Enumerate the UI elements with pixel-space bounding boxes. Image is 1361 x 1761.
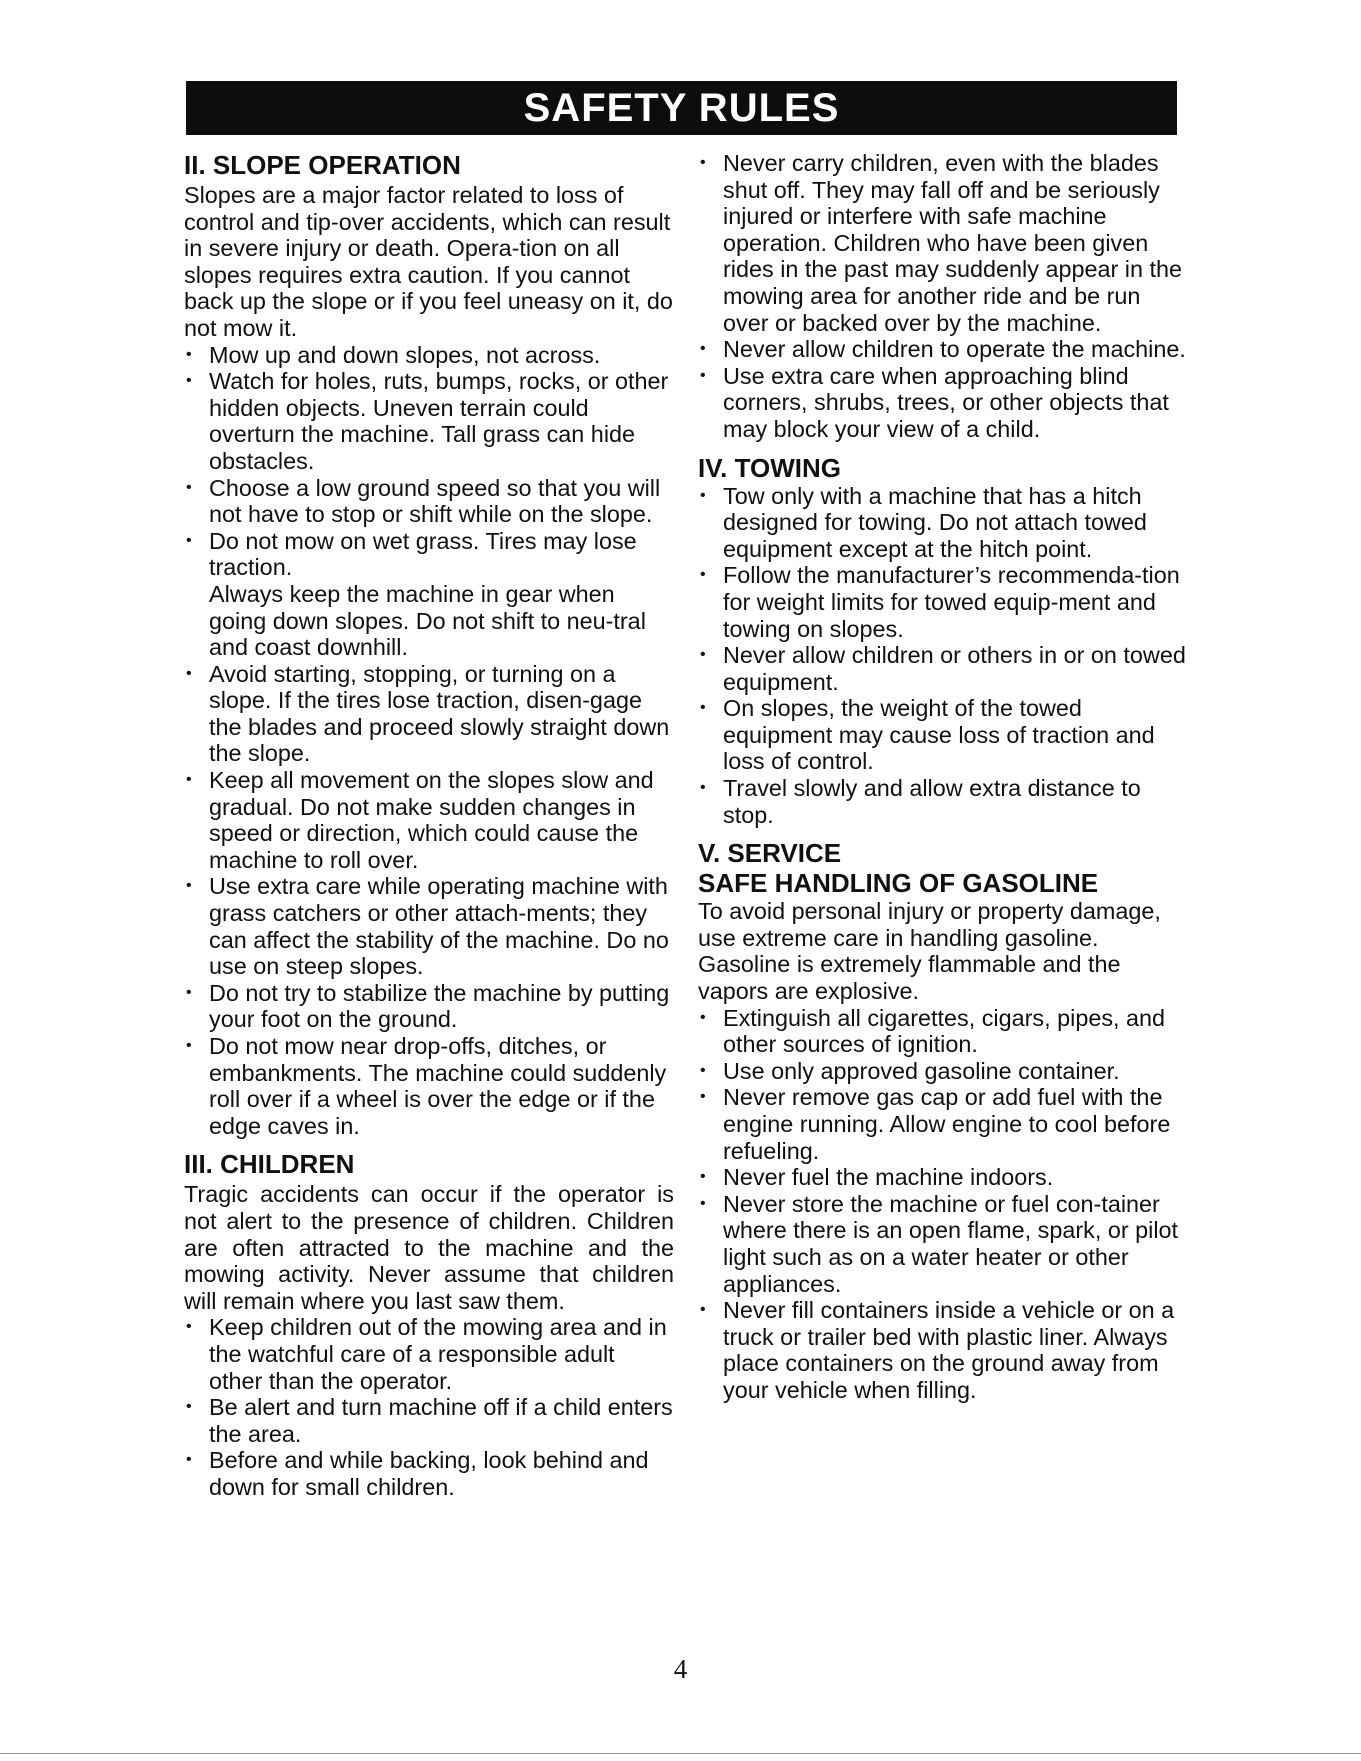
list-item: • Never allow children or others in or on towed equipment. (700, 642, 1186, 695)
bottom-divider (0, 1753, 1361, 1754)
page-title: SAFETY RULES (523, 85, 840, 130)
slope-operation-list (184, 342, 674, 1140)
list-item: • Mow up and down slopes, not across. (186, 341, 601, 368)
list-item: • Avoid starting, stopping, or turning on a slope. If the tires lose traction, disen-gage the blades and proceed slowly straight down the slope. (186, 660, 670, 767)
bullet-icon: • (186, 1451, 192, 1469)
list-item: • Never fuel the machine indoors. (700, 1164, 1054, 1191)
bullet-icon: • (186, 478, 192, 496)
bullet-icon: • (186, 771, 192, 789)
right-column (698, 150, 1190, 1404)
list-item: • Be alert and turn machine off if a child enters the area. (186, 1394, 673, 1447)
list-item: • Never allow children to operate the machine. (700, 336, 1186, 363)
list-item: • Use only approved gasoline container. (700, 1057, 1120, 1084)
bullet-icon: • (186, 1398, 192, 1416)
page-number: 4 (673, 1654, 688, 1684)
list-item: • Keep all movement on the slopes slow and gradual. Do not make sudden changes in speed or direction, which could cause the machine to roll over. (186, 767, 654, 873)
children-list (184, 1314, 674, 1500)
bullet-icon: • (700, 699, 706, 717)
towing-list (698, 483, 1190, 829)
bullet-icon: • (186, 983, 192, 1001)
bullet-icon: • (700, 1194, 706, 1212)
bullet-icon: • (700, 1008, 706, 1026)
service-heading: V. SERVICE (698, 838, 842, 869)
list-item: • Travel slowly and allow extra distance to stop. (700, 775, 1141, 828)
list-item: • Do not try to stabilize the machine by putting your foot on the ground. (186, 979, 670, 1033)
bullet-icon: • (700, 1301, 706, 1319)
bullet-icon: • (700, 366, 706, 384)
bullet-icon: • (186, 877, 192, 895)
bullet-icon: • (186, 345, 192, 363)
list-item: • Watch for holes, ruts, bumps, rocks, or other hidden objects. Uneven terrain could overturn the machine. Tall grass can hide obstacles. (186, 368, 669, 474)
children-list-continued (698, 150, 1190, 443)
slope-operation-heading: II. SLOPE OPERATION (184, 150, 461, 180)
list-item: • Do not mow near drop-offs, ditches, or embankments. The machine could suddenly roll over if a wheel is over the edge or if the edge caves in. (186, 1033, 667, 1139)
list-item: • On slopes, the weight of the towed equipment may cause loss of traction and loss of control. (700, 695, 1155, 775)
list-item: • Use extra care while operating machine with grass catchers or other attach-ments; they can affect the stability of the machine. Do no use on steep slopes. (186, 873, 669, 980)
towing-heading: IV. TOWING (698, 452, 842, 483)
list-item: • Choose a low ground speed so that you will not have to stop or shift while on the slope. (186, 474, 661, 528)
bullet-icon: • (700, 779, 706, 797)
list-item-continuation: Always keep the machine in gear when going down slopes. Do not shift to neu-tral and coast downhill. (209, 580, 646, 661)
bullet-icon: • (700, 154, 706, 171)
list-item: • Tow only with a machine that has a hitch designed for towing. Do not attach towed equipment except at the hitch point. (700, 482, 1147, 562)
children-heading: III. CHILDREN (184, 1149, 355, 1180)
gasoline-intro: To avoid personal injury or property damage, use extreme care in handling gasoline. Gasoline is extremely flammable and the vapors are explosive. (698, 898, 1161, 1005)
list-item: • Never fill containers inside a vehicle or on a truck or trailer bed with plastic liner. Always place containers on the ground away from your vehicle when filling. (700, 1297, 1175, 1403)
title-banner (186, 81, 1177, 135)
bullet-icon: • (700, 486, 706, 504)
left-column (184, 150, 674, 1501)
slope-operation-intro: Slopes are a major factor related to loss of control and tip-over accidents, which can result in severe injury or death. Opera-tion on all slopes requires extra caution. If you cannot back up the slope or if you feel uneasy on it, do not mow it. (184, 182, 673, 341)
bullet-icon: • (700, 1088, 706, 1106)
list-item: • Never carry children, even with the blades shut off. They may fall off and be seriously injured or interfere with safe machine operation. Children who have been given rides in the past may suddenly appear in the mowing area for another ride and be run over or backed over by the machine. (700, 150, 1182, 336)
bullet-icon: • (186, 664, 192, 682)
bullet-icon: • (186, 372, 192, 390)
bullet-icon: • (186, 1318, 192, 1336)
list-item: • Before and while backing, look behind and down for small children. (186, 1447, 649, 1500)
list-item: • Use extra care when approaching blind corners, shrubs, trees, or other objects that may block your view of a child. (700, 362, 1169, 442)
gasoline-handling-heading: SAFE HANDLING OF GASOLINE (698, 868, 1099, 899)
list-item: • Do not mow on wet grass. Tires may lose traction. Always keep the machine in gear when going down slopes. Do not shift to neu-tral and coast downhill. (186, 527, 646, 661)
bullet-icon: • (186, 531, 192, 549)
list-item: • Keep children out of the mowing area and in the watchful care of a responsible adult other than the operator. (186, 1314, 667, 1394)
bullet-icon: • (700, 646, 706, 664)
list-item: • Never store the machine or fuel con-tainer where there is an open flame, spark, or pilot light such as on a water heater or other appliances. (700, 1190, 1179, 1297)
bullet-icon: • (700, 340, 706, 358)
bullet-icon: • (186, 1037, 192, 1054)
gasoline-list (698, 1005, 1190, 1404)
list-item: • Extinguish all cigarettes, cigars, pipes, and other sources of ignition. (700, 1004, 1166, 1058)
bullet-icon: • (700, 1168, 706, 1186)
bullet-icon: • (700, 566, 706, 584)
list-item: • Follow the manufacturer’s recommenda-tion for weight limits for towed equip-ment and towing on slopes. (700, 562, 1180, 642)
bullet-icon: • (700, 1061, 706, 1079)
list-item: • Never remove gas cap or add fuel with the engine running. Allow engine to cool before refueling. (700, 1084, 1171, 1164)
children-intro: Tragic accidents can occur if the operator is not alert to the presence of children. Children are often attracted to the machine and the mowing activity. Never assume that children will remain where you last saw them. (184, 1181, 674, 1314)
